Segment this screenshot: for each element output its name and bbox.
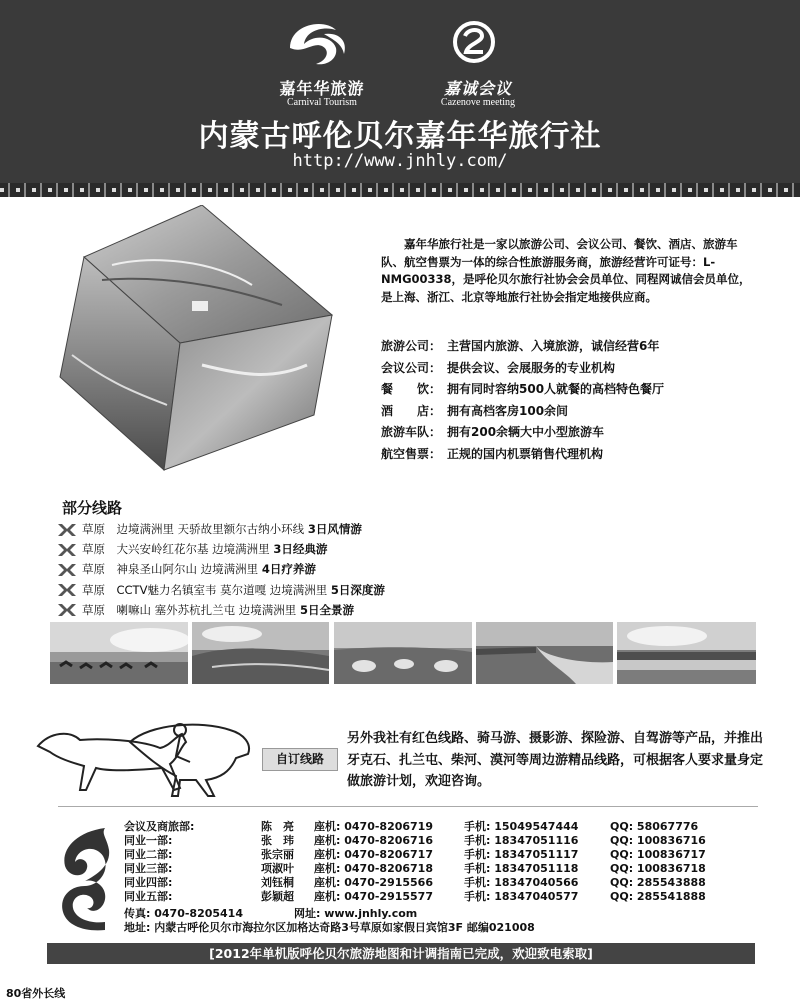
route-text: 边境满洲里 天骄故里额尔古纳小环线 xyxy=(116,522,305,536)
service-label: 会议公司： xyxy=(381,360,442,375)
contact-qq[interactable]: QQ: 285543888 xyxy=(610,876,706,889)
contact-tel[interactable]: 座机: 0470-2915577 xyxy=(314,890,433,903)
service-text: 主营国内旅游、入境旅游，诚信经营6年 xyxy=(447,339,660,353)
contact-qq[interactable]: QQ: 100836716 xyxy=(610,834,706,847)
service-text: 拥有200余辆大中小型旅游车 xyxy=(447,425,605,440)
contact-mobile[interactable]: 手机: 18347051116 xyxy=(464,834,579,847)
contact-mobile[interactable]: 手机: 18347040577 xyxy=(464,890,579,903)
custom-route-text: 另外我社有红色线路、骑马游、摄影游、探险游、自驾游等产品，并推出牙克石、扎兰屯、柴河、漠河等周边游精品线路，可根据客人要求量身定做旅游计划，欢迎咨询。 xyxy=(347,731,764,789)
service-label: 酒 店： xyxy=(381,403,442,418)
photo-hills xyxy=(192,622,329,684)
contact-tel[interactable]: 座机: 0470-8206717 xyxy=(314,848,433,861)
service-item xyxy=(381,422,781,444)
service-item xyxy=(381,379,781,401)
route-item[interactable] xyxy=(58,580,385,600)
cazenove-logo-en: Cazenove meeting xyxy=(440,97,516,108)
route-bullet-icon xyxy=(58,564,76,576)
mongolian-ornament-icon xyxy=(55,826,115,934)
contact-dept: 同业二部: xyxy=(124,848,173,861)
route-days: 5日深度游 xyxy=(330,582,385,597)
service-text: 正规的国内机票销售代理机构 xyxy=(447,446,604,461)
contact-qq[interactable]: QQ: 100836718 xyxy=(610,862,706,875)
route-days: 3日经典游 xyxy=(273,542,328,557)
service-item xyxy=(381,401,781,423)
route-bullet-icon xyxy=(58,584,76,596)
contact-name: 张 玮 xyxy=(261,834,294,847)
cazenove-logo-icon xyxy=(452,20,496,64)
contact-row xyxy=(124,834,706,848)
service-label: 旅游车队： xyxy=(381,425,442,440)
contact-name: 项淑叶 xyxy=(261,862,294,875)
divider xyxy=(58,806,758,807)
service-label: 餐 饮： xyxy=(381,382,442,397)
route-item[interactable] xyxy=(58,600,385,620)
photo-horses xyxy=(50,622,188,684)
contact-name: 彭颖超 xyxy=(261,890,294,903)
contact-tel[interactable]: 座机: 0470-8206718 xyxy=(314,862,433,875)
footer-banner: [2012年单机版呼伦贝尔旅游地图和计调指南已完成，欢迎致电索取] xyxy=(47,943,755,964)
route-text: 喇嘛山 塞外苏杭扎兰屯 边境满洲里 xyxy=(116,602,297,617)
contact-dept: 同业四部: xyxy=(124,876,173,889)
contact-qq[interactable]: QQ: 100836717 xyxy=(610,848,706,861)
route-item[interactable] xyxy=(58,539,385,559)
route-tag: 草原 xyxy=(82,582,105,597)
custom-route-label: 自订线路 xyxy=(262,748,338,771)
contact-dept: 同业五部: xyxy=(124,890,173,903)
address: 地址: 内蒙古呼伦贝尔市海拉尔区加格达奇路3号草原如家假日宾馆3F 邮编021008 xyxy=(124,921,535,934)
service-label: 航空售票： xyxy=(381,446,442,461)
service-item xyxy=(381,336,781,358)
service-item xyxy=(381,444,781,466)
website-url[interactable]: http://www.jnhly.com/ xyxy=(292,151,508,171)
route-item[interactable] xyxy=(58,559,385,579)
contact-row xyxy=(124,820,706,834)
route-tag: 草原 xyxy=(82,562,105,577)
page-title: 内蒙古呼伦贝尔嘉年华旅行社 xyxy=(198,119,602,154)
contact-qq[interactable]: QQ: 58067776 xyxy=(610,820,699,833)
carnival-logo-en: Carnival Tourism xyxy=(287,97,357,108)
route-tag: 草原 xyxy=(82,602,105,617)
contact-row xyxy=(124,862,706,876)
contact-name: 刘钰桐 xyxy=(261,876,294,889)
route-days: 4日疗养游 xyxy=(261,562,316,577)
route-bullet-icon xyxy=(58,604,76,616)
cazenove-logo-cn: 嘉诚会议 xyxy=(443,79,512,98)
route-days: 5日全景游 xyxy=(299,602,354,617)
contact-mobile[interactable]: 手机: 18347040566 xyxy=(464,876,579,889)
carnival-logo xyxy=(262,76,382,108)
page-footer-note: 80省外长线 xyxy=(6,987,66,1000)
carnival-logo-icon xyxy=(284,14,356,70)
photo-lake xyxy=(617,622,756,684)
photo-river xyxy=(476,622,613,684)
fax-number[interactable]: 传真: 0470-8205414 xyxy=(124,907,243,920)
route-item[interactable] xyxy=(58,519,385,539)
contact-qq[interactable]: QQ: 285541888 xyxy=(610,890,706,903)
route-bullet-icon xyxy=(58,544,76,556)
decorative-border xyxy=(0,183,800,197)
route-bullet-icon xyxy=(58,524,76,536)
contact-row xyxy=(124,890,706,904)
route-days: 3日风情游 xyxy=(307,522,362,536)
contact-tel[interactable]: 座机: 0470-2915566 xyxy=(314,876,433,889)
contact-row xyxy=(124,848,706,862)
website-link[interactable]: 网址: www.jnhly.com xyxy=(294,907,418,920)
contacts-table xyxy=(124,820,706,904)
routes-list xyxy=(58,519,385,620)
service-label: 旅游公司： xyxy=(381,339,442,353)
contact-dept: 同业一部: xyxy=(124,834,173,847)
service-text: 拥有同时容纳500人就餐的高档特色餐厅 xyxy=(447,382,665,397)
header-banner xyxy=(0,0,800,183)
grassland-photo-cube xyxy=(52,205,342,475)
cazenove-logo xyxy=(418,76,538,108)
contact-mobile[interactable]: 手机: 18347051117 xyxy=(464,848,579,861)
route-text: 大兴安岭红花尔基 边境满洲里 xyxy=(116,542,270,557)
route-tag: 草原 xyxy=(82,542,105,557)
contact-row xyxy=(124,876,706,890)
contact-name: 张宗丽 xyxy=(261,848,294,861)
contact-mobile[interactable]: 手机: 18347051118 xyxy=(464,862,579,875)
carnival-logo-cn: 嘉年华旅游 xyxy=(279,79,365,98)
service-item xyxy=(381,358,781,380)
services-list xyxy=(381,336,781,466)
contact-dept: 同业三部: xyxy=(124,862,173,875)
contact-tel[interactable]: 座机: 0470-8206716 xyxy=(314,834,433,847)
horse-rider-illustration xyxy=(30,718,260,798)
route-text: 神泉圣山阿尔山 边境满洲里 xyxy=(116,562,259,577)
routes-heading: 部分线路 xyxy=(62,499,123,517)
service-text: 提供会议、会展服务的专业机构 xyxy=(447,360,616,375)
contact-mobile[interactable]: 手机: 15049547444 xyxy=(464,820,579,833)
contact-name: 陈 亮 xyxy=(261,820,294,833)
service-text: 拥有高档客房100余间 xyxy=(447,403,569,418)
company-intro: 嘉年华旅行社是一家以旅游公司、会议公司、餐饮、酒店、旅游车队、航空售票为一体的综合性旅游服务商，旅游经营许可证号：L-NMG00338，是呼伦贝尔旅行社协会会员单位、同程网诚信会员单位，是上海、浙江、北京等地旅行社协会指定地接供应商。 xyxy=(381,237,751,304)
contact-dept: 会议及商旅部: xyxy=(124,820,195,833)
route-text: CCTV魅力名镇室韦 莫尔道嘎 边境满洲里 xyxy=(116,582,328,597)
contact-tel[interactable]: 座机: 0470-8206719 xyxy=(314,820,433,833)
route-tag: 草原 xyxy=(82,522,105,536)
photo-yurts xyxy=(334,622,472,684)
